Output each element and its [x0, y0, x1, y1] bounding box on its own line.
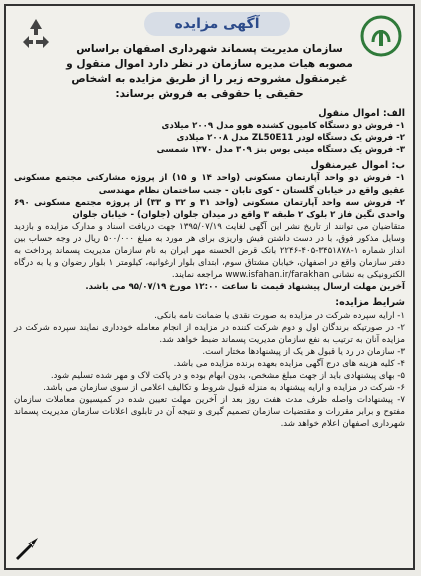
condition-item: ۴- کلیه هزینه های درج آگهی مزایده بعهده برنده مزایده می باشد.: [173, 358, 405, 369]
condition-item: ۱- ارایه سپرده شرکت در مزایده به صورت نقدی یا ضمانت نامه بانکی.: [154, 310, 405, 321]
movable-item: ۱- فروش دو دستگاه کامیون کشنده هوو مدل ۲۰۰۹ میلادی: [161, 121, 405, 132]
notice-deadline: آخرین مهلت ارسال پیشنهاد قیمت تا ساعت ۱۲:۰۰ مورخ ۹۵/۰۷/۱۹ می باشد.: [85, 282, 405, 293]
movable-title: الف: اموال منقول: [318, 108, 405, 119]
notice-body: متقاضیان می توانند از تاریخ نشر این آگهی لغایت ۱۳۹۵/۰۷/۱۹ جهت دریافت اسناد و مدارک مزایده و بازدید وسایل مذکور فوق، با در دست داشتن فیش واریزی برای هر مورد به مبلغ ۵۰۰/۰۰۰ ریال در وجه حساب بین انداز شماره ۱-۳۴۵۱۸۷۸-۴۰۵-۲۲۴۶ بانک قرض الحسنه مهر ایران به نام سازمان مدیریت پسماند پرداخت به دفتر سازمان واقع در اصفهان، خیابان مشتاق سوم، ابتدای بلوار ارغوانیه، کیلومتر ۱ بلوار رضوان و یا به درگاه الکترونیکی به نشانی www.isfahan.ir/farakhan مراجعه نمایند.: [14, 221, 406, 281]
notice-content: [14, 42, 405, 564]
notice-intro: سازمان مدیریت پسماند شهرداری اصفهان براساس مصوبه هیات مدیره سازمان در نظر دارد اموال منقول و غیرمنقول مشروحه زیر را از طریق مزایده به اشخاص حقیقی یا حقوقی به فروش برساند:: [66, 43, 353, 100]
immovable-title: ب: اموال غیرمنقول: [310, 160, 405, 172]
condition-item: ۷- پیشنهادات واصله ظرف مدت هفت روز بعد از آخرین مهلت تعیین شده در کمیسیون معاملات سازمان مفتوح و برابر مقررات و مقتضیات سازمان تصمیم گیری و نتیجه آن در تابلوی اعلانات سازمان مدیریت پسماند شهرداری اصفهان اعلام خواهد شد.: [14, 395, 405, 430]
notice-paper: [4, 4, 415, 570]
condition-item: ۲- در صورتیکه برندگان اول و دوم شرکت کننده در مزایده از انجام معامله خودداری نمایند سپرده شرکت در مزایده آنان به ترتیب به نفع سازمان مدیریت پسماند ضبط خواهد شد.: [14, 322, 405, 345]
movable-item: ۳- فروش یک دستگاه مینی بوس بنز ۳۰۹ مدل ۱۳۷۰ شمسی: [156, 145, 405, 156]
condition-item: ۶- شرکت در مزایده و ارایه پیشنهاد به منزله قبول شروط و تکالیف اعلامی از سوی سازمان می باشد.: [43, 383, 405, 394]
movable-item: ۲- فروش یک دستگاه لودر ZL50E11 مدل ۲۰۰۸ میلادی: [176, 133, 405, 144]
condition-item: ۵- بهای پیشنهادی باید از جهت مبلغ مشخص، بدون ابهام بوده و در پاکت لاک و مهر شده تسلیم شود.: [50, 370, 405, 381]
immovable-item: ۱- فروش دو واحد آپارتمان مسکونی (واحد ۱۴ و ۱۵) از پروژه مشارکتی مجتمع مسکونی عقیق واقع در خیابان گلستان - کوی تابان - جنب ساختمان نظام مهندسی: [14, 173, 405, 196]
conditions-title: شرایط مزایده:: [335, 297, 405, 309]
condition-item: ۳- سازمان در رد یا قبول هر یک از پیشنهادها مختار است.: [202, 346, 405, 357]
notice-banner: آگهی مزایده: [144, 12, 290, 36]
immovable-item: ۲- فروش سه واحد آپارتمان مسکونی (واحد ۳۱ و ۳۲ و ۳۳) از پروژه مجتمع مسکونی ۶۹۰ واحدی نگین فاز ۲ بلوک ۲ طبقه ۳ واقع در میدان جلوان (جلوان) - خیابان جلوان: [14, 197, 406, 220]
arrow-icon: [14, 536, 42, 560]
